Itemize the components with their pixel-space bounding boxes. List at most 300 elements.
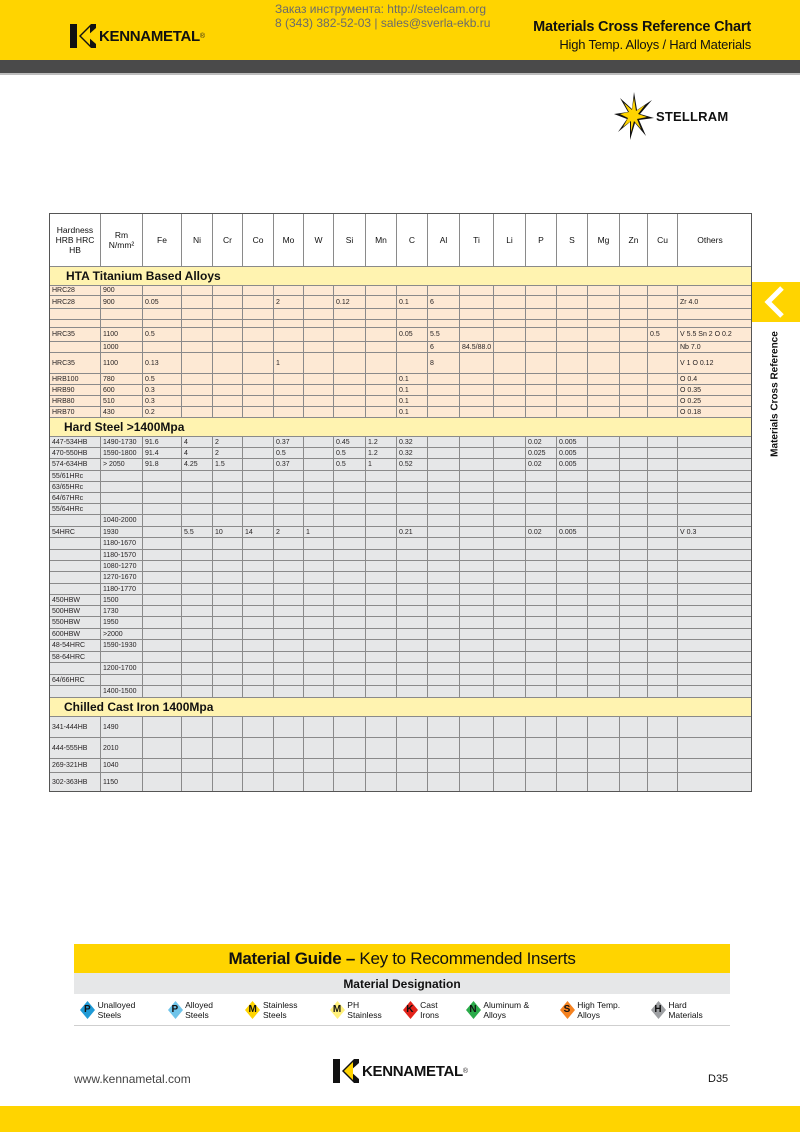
composition-cell: [212, 759, 242, 772]
composition-cell: [677, 572, 742, 583]
hardness-cell: 470-550HB: [52, 449, 88, 457]
composition-cell: [493, 374, 525, 384]
composition-cell: [242, 617, 273, 628]
stellram-logo: [614, 92, 728, 140]
composition-cell: 0.1: [396, 296, 427, 308]
composition-cell: [365, 759, 396, 772]
composition-cell: [181, 717, 212, 737]
composition-cell: O 0.18: [677, 407, 742, 417]
composition-cell: [396, 652, 427, 662]
column-header: Ni: [181, 214, 212, 266]
composition-cell: [142, 286, 181, 295]
composition-cell: [365, 617, 396, 628]
composition-cell: [677, 606, 742, 616]
composition-cell: [333, 629, 365, 639]
composition-cell: [493, 407, 525, 417]
contact-line-2[interactable]: 8 (343) 382-52-03 | sales@sverla-ekb.ru: [275, 16, 491, 30]
composition-cell: [587, 396, 619, 406]
composition-cell: [142, 663, 181, 674]
composition-cell: [242, 515, 273, 526]
tensile-cell: 1100: [100, 353, 142, 373]
composition-cell: [525, 686, 556, 697]
composition-cell: [396, 773, 427, 791]
composition-cell: [587, 572, 619, 583]
composition-cell: 0.13: [142, 353, 181, 373]
material-guide: [74, 944, 730, 1026]
composition-cell: [142, 652, 181, 662]
composition-cell: [556, 617, 587, 628]
composition-cell: [333, 328, 365, 341]
composition-cell: [677, 629, 742, 639]
composition-cell: [273, 595, 303, 605]
table-row: [50, 492, 751, 503]
composition-cell: [587, 459, 619, 470]
composition-cell: [619, 652, 647, 662]
iso-diamond-icon: [651, 1001, 666, 1019]
composition-cell: [365, 652, 396, 662]
composition-cell: [525, 617, 556, 628]
tensile-cell: 1080-1270: [100, 561, 142, 571]
composition-cell: [273, 686, 303, 697]
composition-cell: [142, 482, 181, 492]
composition-cell: [303, 437, 333, 447]
material-designation-label: Cast Irons: [420, 999, 440, 1020]
composition-cell: [142, 773, 181, 791]
composition-cell: [242, 374, 273, 384]
composition-cell: [459, 320, 493, 327]
composition-cell: [459, 773, 493, 791]
column-header: Ti: [459, 214, 493, 266]
composition-cell: [427, 663, 459, 674]
composition-cell: [303, 342, 333, 352]
composition-cell: [493, 538, 525, 549]
composition-cell: [647, 652, 677, 662]
composition-cell: [493, 572, 525, 583]
composition-cell: [181, 606, 212, 616]
composition-cell: 0.21: [396, 527, 427, 537]
composition-cell: [242, 296, 273, 308]
column-header: Li: [493, 214, 525, 266]
composition-cell: [619, 407, 647, 417]
composition-cell: [647, 448, 677, 458]
iso-letter: H: [654, 1004, 662, 1015]
composition-cell: [212, 471, 242, 481]
composition-cell: [647, 663, 677, 674]
composition-cell: [142, 527, 181, 537]
composition-cell: [493, 675, 525, 685]
table-row: [50, 436, 751, 447]
composition-cell: [303, 515, 333, 526]
composition-cell: [647, 629, 677, 639]
composition-cell: [647, 515, 677, 526]
section-rows: [50, 285, 751, 417]
hardness-cell: 269-321HB: [52, 762, 88, 769]
composition-cell: [587, 515, 619, 526]
composition-cell: [273, 738, 303, 758]
composition-cell: [273, 482, 303, 492]
composition-cell: [525, 675, 556, 685]
composition-cell: [587, 686, 619, 697]
column-header: Cr: [212, 214, 242, 266]
tensile-cell: 900: [100, 296, 142, 308]
composition-cell: 0.5: [647, 328, 677, 341]
composition-cell: [677, 663, 742, 674]
composition-cell: [647, 493, 677, 503]
composition-cell: [303, 584, 333, 594]
composition-cell: [333, 595, 365, 605]
composition-cell: [459, 663, 493, 674]
composition-cell: [619, 342, 647, 352]
hardness-cell: [50, 561, 100, 571]
composition-cell: [647, 773, 677, 791]
composition-cell: [242, 759, 273, 772]
composition-cell: [212, 286, 242, 295]
composition-cell: [365, 296, 396, 308]
composition-cell: [587, 675, 619, 685]
composition-cell: 4: [181, 448, 212, 458]
table-row: [50, 395, 751, 406]
composition-cell: [459, 493, 493, 503]
composition-cell: [303, 482, 333, 492]
hardness-cell: HRC35: [52, 331, 75, 338]
contact-info: [275, 2, 490, 30]
composition-cell: [181, 759, 212, 772]
composition-cell: [677, 773, 742, 791]
composition-cell: [556, 561, 587, 571]
composition-cell: [493, 738, 525, 758]
column-header: Hardness HRB HRC HB: [55, 225, 95, 255]
composition-cell: [493, 663, 525, 674]
composition-cell: [459, 527, 493, 537]
composition-cell: 0.05: [396, 328, 427, 341]
composition-cell: [647, 717, 677, 737]
composition-cell: [365, 320, 396, 327]
table-row: [50, 549, 751, 560]
composition-cell: [459, 407, 493, 417]
table-row: [50, 503, 751, 514]
composition-cell: [396, 759, 427, 772]
tensile-cell: 780: [100, 374, 142, 384]
composition-cell: [365, 328, 396, 341]
column-header: Mo: [273, 214, 303, 266]
table-row: [50, 737, 751, 758]
composition-cell: [427, 493, 459, 503]
kennametal-logo[interactable]: KENNAMETAL ®: [70, 24, 205, 48]
composition-cell: [181, 407, 212, 417]
composition-cell: [365, 286, 396, 295]
composition-cell: [647, 572, 677, 583]
tensile-cell: 1270-1670: [100, 572, 142, 583]
composition-cell: [677, 686, 742, 697]
column-header: Mn: [365, 214, 396, 266]
composition-cell: [493, 504, 525, 514]
composition-cell: 0.2: [142, 407, 181, 417]
composition-cell: [647, 686, 677, 697]
iso-diamond-icon: [466, 1001, 481, 1019]
composition-cell: [181, 675, 212, 685]
composition-cell: [396, 572, 427, 583]
composition-cell: [459, 675, 493, 685]
composition-cell: 6: [427, 342, 459, 352]
composition-cell: [142, 504, 181, 514]
composition-cell: [365, 572, 396, 583]
composition-cell: [181, 353, 212, 373]
composition-cell: [459, 550, 493, 560]
tensile-cell: 1590-1930: [100, 640, 142, 651]
composition-cell: [493, 584, 525, 594]
composition-cell: [587, 606, 619, 616]
hardness-cell: [50, 550, 100, 560]
composition-cell: 10: [212, 527, 242, 537]
composition-cell: [396, 717, 427, 737]
material-designation-label: High Temp. Alloys: [577, 999, 621, 1020]
composition-cell: [556, 385, 587, 395]
composition-cell: [525, 407, 556, 417]
composition-cell: 1.5: [212, 459, 242, 470]
composition-cell: [587, 374, 619, 384]
composition-cell: [333, 617, 365, 628]
footer-kennametal-logo: KENNAMETAL ®: [333, 1059, 468, 1083]
composition-cell: [242, 738, 273, 758]
stellram-star-icon: [614, 92, 654, 140]
composition-cell: [647, 595, 677, 605]
composition-cell: [525, 595, 556, 605]
composition-cell: [142, 675, 181, 685]
table-row: [50, 514, 751, 526]
composition-cell: [365, 385, 396, 395]
composition-cell: [556, 396, 587, 406]
composition-cell: [242, 448, 273, 458]
composition-cell: [242, 396, 273, 406]
composition-cell: 0.1: [396, 396, 427, 406]
composition-cell: [242, 675, 273, 685]
composition-cell: [619, 595, 647, 605]
composition-cell: [493, 320, 525, 327]
composition-cell: [212, 629, 242, 639]
composition-cell: [242, 309, 273, 319]
column-header: S: [556, 214, 587, 266]
composition-cell: [427, 606, 459, 616]
composition-cell: [647, 309, 677, 319]
composition-cell: [647, 640, 677, 651]
composition-cell: [525, 738, 556, 758]
composition-cell: [396, 675, 427, 685]
composition-cell: [273, 572, 303, 583]
composition-cell: [365, 353, 396, 373]
composition-cell: [303, 296, 333, 308]
composition-cell: [142, 309, 181, 319]
composition-cell: [556, 353, 587, 373]
tensile-cell: 2010: [100, 738, 142, 758]
composition-cell: [303, 538, 333, 549]
composition-cell: [242, 652, 273, 662]
table-row: [50, 674, 751, 685]
composition-cell: [647, 286, 677, 295]
composition-cell: [212, 652, 242, 662]
tensile-cell: 430: [100, 407, 142, 417]
composition-cell: [242, 459, 273, 470]
composition-cell: [587, 550, 619, 560]
composition-cell: [242, 342, 273, 352]
tensile-cell: [100, 482, 142, 492]
table-row: [50, 327, 751, 341]
composition-cell: [587, 629, 619, 639]
composition-cell: [587, 773, 619, 791]
composition-cell: [619, 572, 647, 583]
composition-cell: [556, 342, 587, 352]
composition-cell: [396, 617, 427, 628]
composition-cell: [619, 328, 647, 341]
composition-cell: [212, 686, 242, 697]
material-designation-item: [80, 1000, 160, 1020]
composition-cell: [303, 493, 333, 503]
composition-cell: [427, 538, 459, 549]
composition-cell: [493, 515, 525, 526]
composition-cell: 0.005: [556, 448, 587, 458]
section-title: Hard Steel >1400Mpa: [50, 417, 751, 436]
footer-url[interactable]: www.kennametal.com: [74, 1072, 191, 1086]
composition-cell: [242, 640, 273, 651]
composition-cell: [459, 296, 493, 308]
hardness-cell: 550HBW: [52, 619, 81, 626]
composition-cell: [459, 437, 493, 447]
composition-cell: [396, 482, 427, 492]
tensile-cell: 1730: [100, 606, 142, 616]
column-header: Si: [333, 214, 365, 266]
table-row: [50, 616, 751, 628]
composition-cell: [525, 342, 556, 352]
composition-cell: [242, 471, 273, 481]
section-tab-arrow[interactable]: [752, 282, 800, 322]
hardness-cell: 58-64HRC: [52, 653, 86, 661]
composition-cell: [212, 515, 242, 526]
composition-cell: [142, 629, 181, 639]
composition-cell: [587, 407, 619, 417]
composition-cell: [427, 459, 459, 470]
composition-cell: [493, 606, 525, 616]
composition-cell: [647, 527, 677, 537]
composition-cell: [242, 717, 273, 737]
composition-cell: [273, 320, 303, 327]
composition-cell: [181, 328, 212, 341]
composition-cell: [242, 407, 273, 417]
composition-cell: [647, 296, 677, 308]
composition-cell: [647, 482, 677, 492]
composition-cell: [273, 550, 303, 560]
composition-cell: [587, 561, 619, 571]
composition-cell: [619, 320, 647, 327]
composition-cell: [181, 396, 212, 406]
composition-cell: [619, 504, 647, 514]
composition-cell: [273, 538, 303, 549]
composition-cell: [677, 640, 742, 651]
composition-cell: [303, 759, 333, 772]
composition-cell: [303, 374, 333, 384]
composition-cell: [303, 652, 333, 662]
composition-cell: [396, 342, 427, 352]
composition-cell: [459, 286, 493, 295]
composition-cell: [525, 396, 556, 406]
composition-cell: [181, 309, 212, 319]
composition-cell: [365, 686, 396, 697]
composition-cell: [303, 595, 333, 605]
composition-cell: [212, 482, 242, 492]
composition-cell: [365, 493, 396, 503]
composition-cell: [556, 773, 587, 791]
composition-cell: 0.005: [556, 527, 587, 537]
composition-cell: [619, 640, 647, 651]
composition-cell: [647, 374, 677, 384]
composition-cell: [212, 773, 242, 791]
composition-cell: [333, 320, 365, 327]
composition-cell: [181, 538, 212, 549]
composition-cell: 5.5: [181, 527, 212, 537]
composition-cell: [212, 675, 242, 685]
column-header: Others: [677, 214, 742, 266]
table-row: [50, 406, 751, 417]
composition-cell: [273, 493, 303, 503]
composition-cell: [396, 309, 427, 319]
composition-cell: [212, 407, 242, 417]
composition-cell: [493, 773, 525, 791]
composition-cell: O 0.4: [677, 374, 742, 384]
composition-cell: [525, 663, 556, 674]
composition-cell: [677, 738, 742, 758]
composition-cell: [619, 675, 647, 685]
composition-cell: [556, 738, 587, 758]
hardness-cell: HRC28: [52, 287, 75, 294]
composition-cell: [273, 396, 303, 406]
material-designation-label: Aluminum & Alloys: [483, 999, 530, 1020]
composition-cell: [273, 606, 303, 616]
material-designation-heading: Material Designation: [74, 973, 730, 994]
composition-cell: V 0.3: [677, 527, 742, 537]
composition-cell: [619, 717, 647, 737]
tensile-cell: 1100: [100, 328, 142, 341]
composition-cell: [525, 572, 556, 583]
composition-cell: [181, 561, 212, 571]
composition-cell: 1.2: [365, 437, 396, 447]
composition-cell: [273, 759, 303, 772]
composition-cell: [525, 717, 556, 737]
composition-cell: [181, 773, 212, 791]
composition-cell: [273, 717, 303, 737]
composition-cell: [303, 396, 333, 406]
composition-cell: [273, 309, 303, 319]
composition-cell: [396, 561, 427, 571]
contact-line-1[interactable]: Заказ инструмента: http://steelcam.org: [275, 2, 487, 16]
composition-cell: [273, 504, 303, 514]
composition-cell: [587, 385, 619, 395]
composition-cell: [396, 504, 427, 514]
composition-cell: [333, 374, 365, 384]
composition-cell: [459, 738, 493, 758]
composition-cell: [333, 471, 365, 481]
composition-cell: [427, 773, 459, 791]
column-header: Cu: [647, 214, 677, 266]
composition-cell: [181, 320, 212, 327]
composition-cell: [273, 286, 303, 295]
composition-cell: [427, 675, 459, 685]
composition-cell: [587, 448, 619, 458]
page-number: D35: [708, 1073, 729, 1085]
column-header: P: [525, 214, 556, 266]
composition-cell: [333, 396, 365, 406]
composition-cell: [647, 407, 677, 417]
material-designation-label: PH Stainless: [347, 999, 382, 1020]
composition-cell: [212, 328, 242, 341]
composition-cell: 1: [365, 459, 396, 470]
